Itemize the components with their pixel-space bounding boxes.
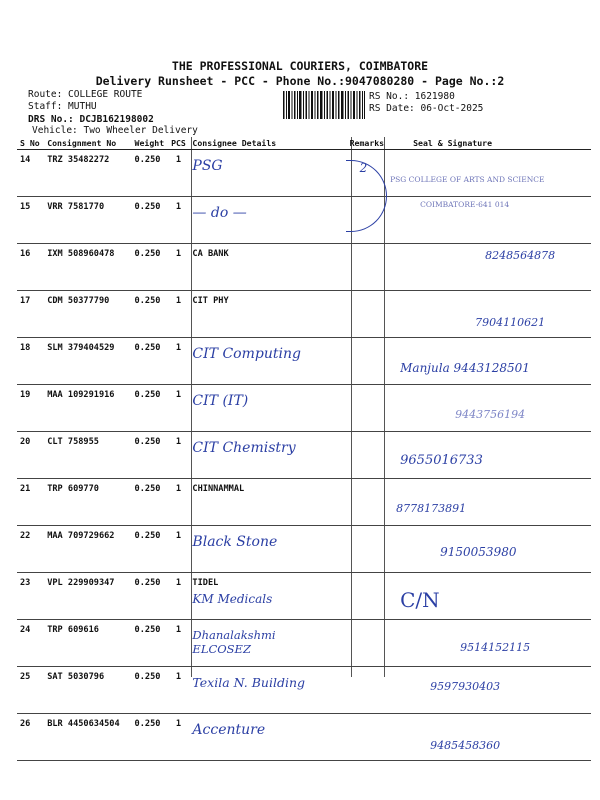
table-row bbox=[17, 573, 591, 620]
row-consignee bbox=[189, 667, 346, 714]
table-header-row bbox=[17, 137, 591, 150]
row-sno: 22 bbox=[17, 526, 44, 573]
company-title: THE PROFESSIONAL COURIERS, COIMBATORE bbox=[171, 59, 429, 73]
handwritten-signature: C/N bbox=[400, 588, 440, 612]
row-consignment: BLR 4450634504 bbox=[44, 714, 131, 761]
row-sno: 21 bbox=[17, 479, 44, 526]
row-signature bbox=[387, 667, 591, 714]
table-row bbox=[17, 150, 591, 197]
col-consignment: Consignment No bbox=[44, 137, 131, 150]
row-signature bbox=[387, 197, 591, 244]
college-stamp: PSG COLLEGE OF ARTS AND SCIENCE bbox=[390, 175, 545, 184]
table-row bbox=[17, 385, 591, 432]
row-weight: 0.250 bbox=[132, 526, 168, 573]
row-consignment: MAA 109291916 bbox=[44, 385, 131, 432]
handwritten-consignee: Black Stone bbox=[192, 534, 278, 550]
consignee-typed: TIDEL bbox=[192, 578, 219, 588]
barcode bbox=[283, 91, 365, 119]
row-pcs: 1 bbox=[168, 667, 190, 714]
row-signature bbox=[387, 573, 591, 620]
row-pcs: 1 bbox=[168, 432, 190, 479]
row-remarks bbox=[347, 244, 388, 291]
col-pcs: PCS bbox=[168, 137, 190, 150]
remarks-mark: 2 bbox=[359, 161, 368, 175]
table-row bbox=[17, 526, 591, 573]
handwritten-consignee: Accenture bbox=[192, 722, 266, 738]
row-sno: 18 bbox=[17, 338, 44, 385]
row-signature bbox=[387, 714, 591, 761]
row-sno: 20 bbox=[17, 432, 44, 479]
row-weight: 0.250 bbox=[132, 432, 168, 479]
row-sno: 14 bbox=[17, 150, 44, 197]
route-label: Route: COLLEGE ROUTE bbox=[28, 89, 143, 100]
row-sno: 17 bbox=[17, 291, 44, 338]
handwritten-consignee: Dhanalakshmi ELCOSEZ bbox=[192, 628, 276, 656]
row-consignment: IXM 508960478 bbox=[44, 244, 131, 291]
table-row bbox=[17, 667, 591, 714]
row-consignee bbox=[189, 150, 346, 197]
row-consignment: SLM 379404529 bbox=[44, 338, 131, 385]
drs-number: DRS No.: DCJB162198002 bbox=[28, 114, 154, 125]
row-remarks bbox=[347, 526, 388, 573]
row-sno: 19 bbox=[17, 385, 44, 432]
row-consignee: CA BANK bbox=[189, 244, 346, 291]
row-pcs: 1 bbox=[168, 479, 190, 526]
row-pcs: 1 bbox=[168, 197, 190, 244]
runsheet-subtitle: Delivery Runsheet - PCC - Phone No.:9047080280 - Page No.:2 bbox=[95, 74, 505, 88]
row-consignee bbox=[189, 197, 346, 244]
row-sno: 16 bbox=[17, 244, 44, 291]
handwritten-signature: 9443756194 bbox=[455, 408, 526, 421]
row-remarks bbox=[347, 291, 388, 338]
table-row bbox=[17, 714, 591, 761]
col-seal: Seal & Signature bbox=[387, 137, 591, 150]
table-row bbox=[17, 620, 591, 667]
row-weight: 0.250 bbox=[132, 150, 168, 197]
row-consignee bbox=[189, 714, 346, 761]
table-row bbox=[17, 479, 591, 526]
row-consignment: TRZ 35482272 bbox=[44, 150, 131, 197]
row-consignment: TRP 609616 bbox=[44, 620, 131, 667]
row-weight: 0.250 bbox=[132, 338, 168, 385]
row-weight: 0.250 bbox=[132, 714, 168, 761]
handwritten-consignee: CIT Chemistry bbox=[192, 440, 296, 456]
row-signature bbox=[387, 526, 591, 573]
row-sno: 23 bbox=[17, 573, 44, 620]
row-pcs: 1 bbox=[168, 385, 190, 432]
college-stamp: COIMBATORE-641 014 bbox=[420, 200, 510, 209]
handwritten-signature: 8778173891 bbox=[396, 502, 467, 515]
handwritten-note: KM Medicals bbox=[192, 592, 273, 606]
row-pcs: 1 bbox=[168, 573, 190, 620]
row-signature bbox=[387, 244, 591, 291]
handwritten-signature: 9597930403 bbox=[430, 680, 501, 693]
handwritten-consignee: PSG bbox=[192, 158, 223, 174]
row-weight: 0.250 bbox=[132, 197, 168, 244]
row-signature bbox=[387, 291, 591, 338]
vehicle-label: Vehicle: Two Wheeler Delivery bbox=[32, 125, 198, 136]
handwritten-signature: 9150053980 bbox=[440, 545, 517, 559]
row-consignment: TRP 609770 bbox=[44, 479, 131, 526]
table-row bbox=[17, 432, 591, 479]
handwritten-consignee: CIT Computing bbox=[192, 346, 301, 362]
row-remarks bbox=[347, 432, 388, 479]
staff-label: Staff: MUTHU bbox=[28, 101, 97, 112]
col-weight: Weight bbox=[132, 137, 168, 150]
row-remarks bbox=[347, 479, 388, 526]
row-signature bbox=[387, 338, 591, 385]
row-signature bbox=[387, 432, 591, 479]
row-sno: 25 bbox=[17, 667, 44, 714]
row-consignee bbox=[189, 526, 346, 573]
row-consignee bbox=[189, 573, 346, 620]
row-signature bbox=[387, 385, 591, 432]
handwritten-consignee: Texila N. Building bbox=[192, 675, 306, 690]
row-consignment: CDM 50377790 bbox=[44, 291, 131, 338]
row-weight: 0.250 bbox=[132, 385, 168, 432]
handwritten-signature: 9514152115 bbox=[460, 641, 531, 654]
row-consignment: SAT 5030796 bbox=[44, 667, 131, 714]
row-signature bbox=[387, 150, 591, 197]
row-consignment: CLT 758955 bbox=[44, 432, 131, 479]
row-consignee bbox=[189, 338, 346, 385]
row-sno: 24 bbox=[17, 620, 44, 667]
col-remarks: Remarks bbox=[347, 137, 388, 150]
row-weight: 0.250 bbox=[132, 479, 168, 526]
handwritten-signature: 7904110621 bbox=[475, 316, 546, 329]
row-sno: 15 bbox=[17, 197, 44, 244]
row-weight: 0.250 bbox=[132, 667, 168, 714]
table-row bbox=[17, 338, 591, 385]
row-signature bbox=[387, 479, 591, 526]
row-consignee bbox=[189, 385, 346, 432]
row-weight: 0.250 bbox=[132, 244, 168, 291]
runsheet-table bbox=[17, 137, 591, 761]
handwritten-signature: 8248564878 bbox=[485, 249, 556, 262]
row-weight: 0.250 bbox=[132, 620, 168, 667]
row-pcs: 1 bbox=[168, 291, 190, 338]
row-remarks bbox=[347, 667, 388, 714]
row-pcs: 1 bbox=[168, 620, 190, 667]
rs-number: RS No.: 1621980 bbox=[369, 91, 455, 102]
row-remarks bbox=[347, 620, 388, 667]
row-pcs: 1 bbox=[168, 338, 190, 385]
row-remarks bbox=[347, 573, 388, 620]
handwritten-consignee: — do — bbox=[192, 205, 247, 221]
handwritten-consignee: CIT (IT) bbox=[192, 393, 249, 409]
row-consignment: MAA 709729662 bbox=[44, 526, 131, 573]
row-signature bbox=[387, 620, 591, 667]
row-consignee: CHINNAMMAL bbox=[189, 479, 346, 526]
row-consignment: VPL 229909347 bbox=[44, 573, 131, 620]
row-consignee bbox=[189, 432, 346, 479]
row-pcs: 1 bbox=[168, 150, 190, 197]
row-consignee: CIT PHY bbox=[189, 291, 346, 338]
row-consignee bbox=[189, 620, 346, 667]
handwritten-signature: 9485458360 bbox=[430, 739, 501, 752]
row-weight: 0.250 bbox=[132, 573, 168, 620]
col-consignee: Consignee Details bbox=[189, 137, 346, 150]
row-pcs: 1 bbox=[168, 714, 190, 761]
row-pcs: 1 bbox=[168, 244, 190, 291]
table-row bbox=[17, 291, 591, 338]
rs-date: RS Date: 06-Oct-2025 bbox=[369, 103, 484, 114]
table-row bbox=[17, 197, 591, 244]
handwritten-signature: Manjula 9443128501 bbox=[400, 361, 530, 375]
row-remarks bbox=[347, 385, 388, 432]
table-row bbox=[17, 244, 591, 291]
row-remarks bbox=[347, 714, 388, 761]
row-sno: 26 bbox=[17, 714, 44, 761]
row-weight: 0.250 bbox=[132, 291, 168, 338]
row-consignment: VRR 7581770 bbox=[44, 197, 131, 244]
col-sno: S No bbox=[17, 137, 44, 150]
handwritten-signature: 9655016733 bbox=[400, 453, 483, 468]
row-pcs: 1 bbox=[168, 526, 190, 573]
row-remarks bbox=[347, 338, 388, 385]
